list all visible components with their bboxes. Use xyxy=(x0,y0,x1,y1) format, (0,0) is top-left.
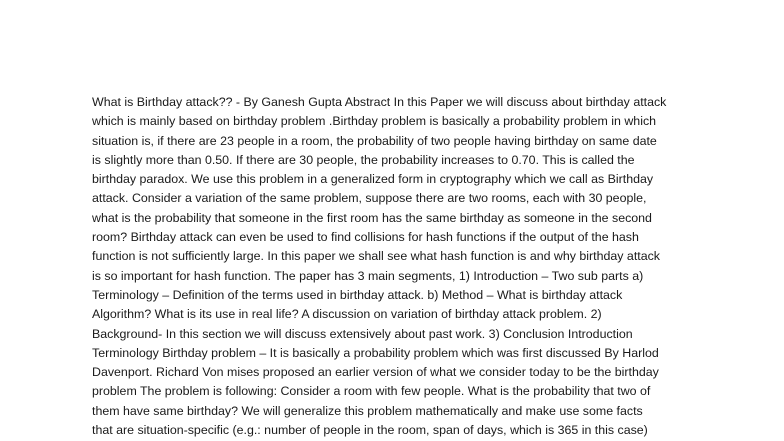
text-line: birthday paradox. We use this problem in a generalized form in cryptography which we call as Birthday xyxy=(92,172,654,187)
text-line: is so important for hash function. The paper has 3 main segments, 1) Introduction – Two sub parts a) xyxy=(92,268,644,283)
text-line: Background- In this section we will discuss extensively about past work. 3) Conclusion Introduction xyxy=(92,326,633,341)
text-line: Terminology – Definition of the terms used in birthday attack. b) Method – What is birthday attack xyxy=(92,287,623,302)
text-line: Terminology Birthday problem – It is basically a probability problem which was first discussed By Harlod xyxy=(92,345,659,360)
text-line: attack. Consider a variation of the same problem, suppose there are two rooms, each with 30 people, xyxy=(92,191,647,206)
text-line: What is Birthday attack?? - By Ganesh Gupta Abstract In this Paper we will discuss about birthday attack xyxy=(92,95,667,109)
text-line: problem The problem is following: Consider a room with few people. What is the probability that two of xyxy=(92,384,651,399)
text-line: Algorithm? What is its use in real life? A discussion on variation of birthday attack problem. 2) xyxy=(92,307,602,322)
text-line: is slightly more than 0.50. If there are 30 people, the probability increases to 0.70. This is called the xyxy=(92,152,635,167)
text-line: them have same birthday? We will generalize this problem mathematically and make use some facts xyxy=(92,403,643,418)
text-line: that are situation-specific (e.g.: number of people in the room, span of days, which is 365 in this case) xyxy=(92,423,648,438)
text-line: function is not sufficiently large. In this paper we shall see what hash function is and why birthday attack xyxy=(92,249,660,264)
text-line: situation is, if there are 23 people in a room, the probability of two people having birthday on same date xyxy=(92,133,657,148)
document-body xyxy=(92,93,752,440)
text-line: which is mainly based on birthday problem .Birthday problem is basically a probability problem in which xyxy=(92,114,657,129)
text-line: room? Birthday attack can even be used to find collisions for hash functions if the output of the hash xyxy=(92,230,639,245)
text-line: Davenport. Richard Von mises proposed an earlier version of what we consider today to be the birthday xyxy=(92,365,659,380)
text-line: what is the probability that someone in the first room has the same birthday as someone in the second xyxy=(92,210,652,225)
